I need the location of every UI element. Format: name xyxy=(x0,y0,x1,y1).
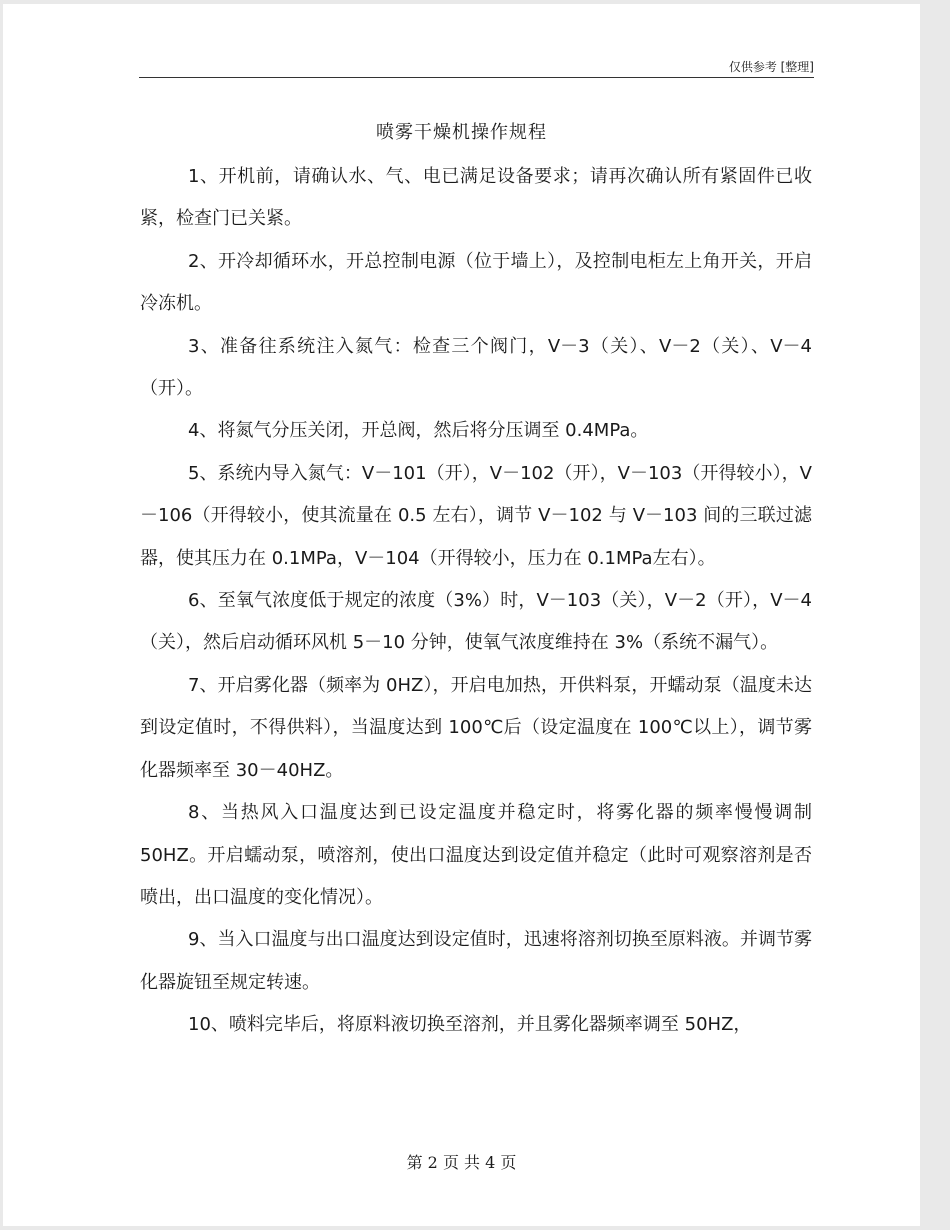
step-9-paragraph: 9、当入口温度与出口温度达到设定值时，迅速将溶剂切换至原料液。并调节雾化器旋钮至规定转速。 xyxy=(140,929,812,993)
header-note: 仅供参考 [整理] xyxy=(728,60,814,74)
step-7-paragraph: 7、开启雾化器（频率为 0HZ），开启电加热，开供料泵，开蠕动泵（温度未达到设定值时，不得供料），当温度达到 100℃后（设定温度在 100℃以上），调节雾化器频率至 30－40HZ。 xyxy=(140,674,812,781)
step-3-paragraph: 3、准备往系统注入氮气：检查三个阀门，V－3（关）、V－2（关）、V－4（开）。 xyxy=(140,335,812,400)
step-6-paragraph: 6、至氧气浓度低于规定的浓度（3%）时，V－103（关），V－2（开），V－4（关），然后启动循环风机 5－10 分钟，使氧气浓度维持在 3%（系统不漏气）。 xyxy=(140,590,812,654)
step-8-paragraph: 8、当热风入口温度达到已设定温度并稳定时，将雾化器的频率慢慢调制 50HZ。开启蠕动泵，喷溶剂，使出口温度达到设定值并稳定（此时可观察溶剂是否喷出，出口温度的变化情况）。 xyxy=(140,802,812,908)
step-5-paragraph: 5、系统内导入氮气：V－101（开），V－102（开），V－103（开得较小），V－106（开得较小，使其流量在 0.5 左右），调节 V－102 与 V－103 间的三联过滤器，使其压力在 0.1MPa，V－104（开得较小，压力在 0.1MPa左右）。 xyxy=(140,462,812,569)
step-10-paragraph: 10、喷料完毕后，将原料液切换至溶剂，并且雾化器频率调至 50HZ， xyxy=(188,1014,752,1036)
page-number: 第 2 页 共 4 页 xyxy=(406,1153,517,1172)
step-4-paragraph: 4、将氮气分压关闭，开总阀，然后将分压调至 0.4MPa。 xyxy=(188,420,649,442)
header-rule xyxy=(139,77,814,78)
document-page xyxy=(3,4,920,1226)
document-title: 喷雾干燥机操作规程 xyxy=(376,122,547,143)
document-body xyxy=(140,156,812,1047)
step-2-paragraph: 2、开冷却循环水，开总控制电源（位于墙上），及控制电柜左上角开关，开启冷冻机。 xyxy=(140,250,812,315)
step-1-paragraph: 1、开机前，请确认水、气、电已满足设备要求；请再次确认所有紧固件已收紧，检查门已关紧。 xyxy=(140,166,812,230)
